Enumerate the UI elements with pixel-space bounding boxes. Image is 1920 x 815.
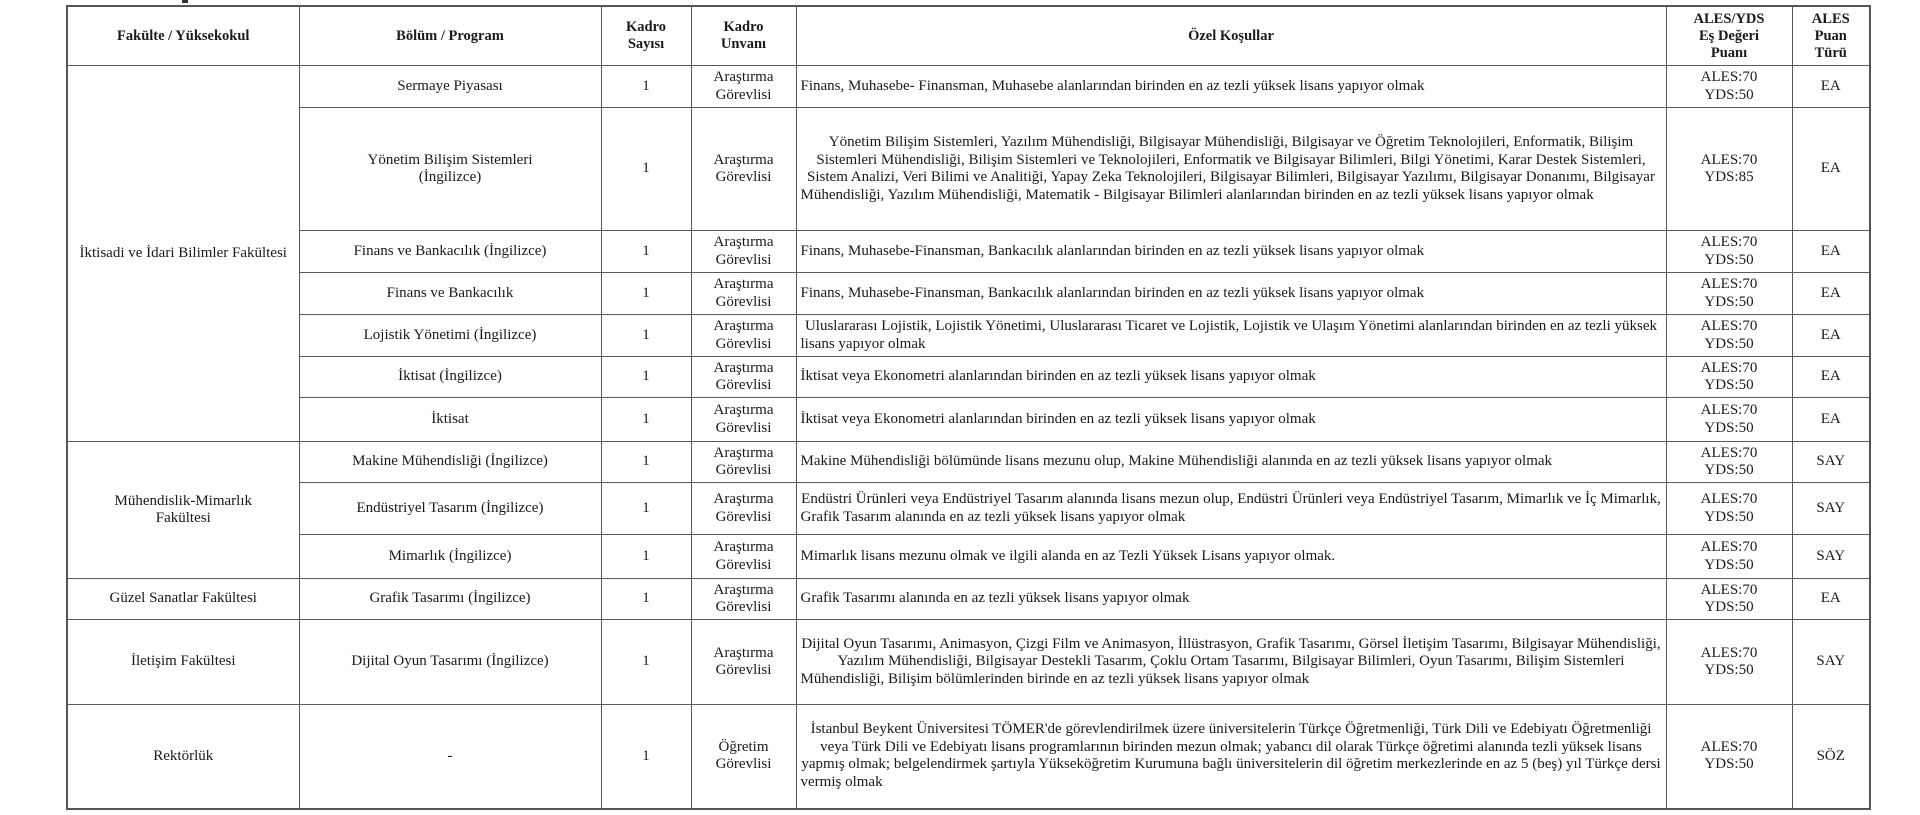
position-title-cell: Araştırma Görevlisi xyxy=(691,108,796,231)
score-type-cell: EA xyxy=(1792,231,1870,273)
program-cell: Makine Mühendisliği (İngilizce) xyxy=(299,442,601,483)
position-title-cell: Araştırma Görevlisi xyxy=(691,535,796,579)
table-header-row xyxy=(67,6,1870,66)
position-title-cell: Araştırma Görevlisi xyxy=(691,231,796,273)
count-cell: 1 xyxy=(601,231,691,273)
faculty-cell: Mühendislik-Mimarlık Fakültesi xyxy=(67,442,299,579)
score-cell: ALES:70 YDS:50 xyxy=(1666,579,1792,620)
count-cell: 1 xyxy=(601,705,691,809)
position-title-cell: Araştırma Görevlisi xyxy=(691,398,796,442)
position-title-cell: Araştırma Görevlisi xyxy=(691,483,796,535)
score-type-cell: EA xyxy=(1792,357,1870,398)
position-title-cell: Araştırma Görevlisi xyxy=(691,66,796,108)
header-score: ALES/YDS Eş Değeri Puanı xyxy=(1666,6,1792,66)
count-cell: 1 xyxy=(601,398,691,442)
count-cell: 1 xyxy=(601,108,691,231)
staff-positions-table xyxy=(66,5,1871,810)
conditions-cell: Grafik Tasarımı alanında en az tezli yüksek lisans yapıyor olmak xyxy=(796,579,1666,620)
score-cell: ALES:70 YDS:50 xyxy=(1666,398,1792,442)
faculty-cell: İktisadi ve İdari Bilimler Fakültesi xyxy=(67,66,299,442)
header-conditions: Özel Koşullar xyxy=(796,6,1666,66)
position-title-cell: Araştırma Görevlisi xyxy=(691,273,796,315)
score-type-cell: SAY xyxy=(1792,620,1870,705)
position-title-cell: Araştırma Görevlisi xyxy=(691,315,796,357)
conditions-cell: Makine Mühendisliği bölümünde lisans mezunu olup, Makine Mühendisliği alanında en az tezli yüksek lisans yapıyor olmak xyxy=(796,442,1666,483)
score-type-cell: EA xyxy=(1792,108,1870,231)
clipped-text-fragment xyxy=(182,0,188,3)
position-title-cell: Araştırma Görevlisi xyxy=(691,620,796,705)
header-count: Kadro Sayısı xyxy=(601,6,691,66)
position-title-cell: Araştırma Görevlisi xyxy=(691,357,796,398)
faculty-cell: İletişim Fakültesi xyxy=(67,620,299,705)
count-cell: 1 xyxy=(601,579,691,620)
score-type-cell: SÖZ xyxy=(1792,705,1870,809)
conditions-cell: Yönetim Bilişim Sistemleri, Yazılım Mühendisliği, Bilgisayar Mühendisliği, Bilgisayar ve Öğretim Teknolojileri, Enformatik, Bilişim Sistemleri Mühendisliği, Bilişim Sistemleri ve Teknolojileri, Enformatik ve Bilgisayar Bilimleri, Bilgi Yönetimi, Karar Destek Sistemleri, Sistem Analizi, Veri Bilimi ve Analitiği, Yapay Zeka Teknolojileri, Bilgisayar Bilimleri, Bilgisayar Yazılımı, Bilgisayar Donanımı, Bilgisayar Mühendisliği, Yazılım Mühendisliği, Matematik - Bilgisayar Bilimleri alanlarından birinden en az tezli yüksek lisans yapıyor olmak xyxy=(796,108,1666,231)
program-cell: Yönetim Bilişim Sistemleri (İngilizce) xyxy=(299,108,601,231)
table-row xyxy=(67,442,1870,483)
conditions-cell: İktisat veya Ekonometri alanlarından birinden en az tezli yüksek lisans yapıyor olmak xyxy=(796,398,1666,442)
score-cell: ALES:70 YDS:50 xyxy=(1666,315,1792,357)
table-row xyxy=(67,579,1870,620)
conditions-cell: Finans, Muhasebe-Finansman, Bankacılık alanlarından birinden en az tezli yüksek lisans yapıyor olmak xyxy=(796,231,1666,273)
position-title-cell: Öğretim Görevlisi xyxy=(691,705,796,809)
table-row xyxy=(67,398,1870,442)
score-cell: ALES:70 YDS:50 xyxy=(1666,357,1792,398)
score-cell: ALES:70 YDS:50 xyxy=(1666,442,1792,483)
header-score-type: ALES Puan Türü xyxy=(1792,6,1870,66)
score-type-cell: EA xyxy=(1792,398,1870,442)
header-program: Bölüm / Program xyxy=(299,6,601,66)
count-cell: 1 xyxy=(601,620,691,705)
conditions-cell: Dijital Oyun Tasarımı, Animasyon, Çizgi Film ve Animasyon, İllüstrasyon, Grafik Tasarımı, Görsel İletişim Tasarımı, Bilgisayar Mühendisliği, Yazılım Mühendisliği, Bilgisayar Destekli Tasarım, Çoklu Ortam Tasarımı, Bilgisayar Bilimleri, Oyun Tasarımı, Bilişim Sistemleri Mühendisliği, Bilişim bölümlerinden birinde en az tezli yüksek lisans yapıyor olmak xyxy=(796,620,1666,705)
program-cell: - xyxy=(299,705,601,809)
score-cell: ALES:70 YDS:50 xyxy=(1666,483,1792,535)
score-cell: ALES:70 YDS:50 xyxy=(1666,231,1792,273)
faculty-cell: Güzel Sanatlar Fakültesi xyxy=(67,579,299,620)
conditions-cell: Finans, Muhasebe- Finansman, Muhasebe alanlarından birinden en az tezli yüksek lisans yapıyor olmak xyxy=(796,66,1666,108)
position-title-cell: Araştırma Görevlisi xyxy=(691,579,796,620)
count-cell: 1 xyxy=(601,535,691,579)
program-cell: Sermaye Piyasası xyxy=(299,66,601,108)
table-row xyxy=(67,315,1870,357)
table-row xyxy=(67,231,1870,273)
score-type-cell: EA xyxy=(1792,273,1870,315)
table-row xyxy=(67,108,1870,231)
count-cell: 1 xyxy=(601,315,691,357)
program-cell: Dijital Oyun Tasarımı (İngilizce) xyxy=(299,620,601,705)
table-row xyxy=(67,66,1870,108)
score-cell: ALES:70 YDS:50 xyxy=(1666,535,1792,579)
table-row xyxy=(67,620,1870,705)
score-type-cell: SAY xyxy=(1792,483,1870,535)
count-cell: 1 xyxy=(601,66,691,108)
count-cell: 1 xyxy=(601,357,691,398)
count-cell: 1 xyxy=(601,273,691,315)
score-type-cell: EA xyxy=(1792,315,1870,357)
table-row xyxy=(67,273,1870,315)
program-cell: Lojistik Yönetimi (İngilizce) xyxy=(299,315,601,357)
score-cell: ALES:70 YDS:50 xyxy=(1666,620,1792,705)
position-title-cell: Araştırma Görevlisi xyxy=(691,442,796,483)
program-cell: İktisat xyxy=(299,398,601,442)
score-type-cell: EA xyxy=(1792,579,1870,620)
table-row xyxy=(67,357,1870,398)
score-type-cell: EA xyxy=(1792,66,1870,108)
conditions-cell: Uluslararası Lojistik, Lojistik Yönetimi, Uluslararası Ticaret ve Lojistik, Lojistik ve Ulaşım Yönetimi alanlarından birinden en az tezli yüksek lisans yapıyor olmak xyxy=(796,315,1666,357)
conditions-cell: İktisat veya Ekonometri alanlarından birinden en az tezli yüksek lisans yapıyor olmak xyxy=(796,357,1666,398)
header-title: Kadro Unvanı xyxy=(691,6,796,66)
conditions-cell: Finans, Muhasebe-Finansman, Bankacılık alanlarından birinden en az tezli yüksek lisans yapıyor olmak xyxy=(796,273,1666,315)
header-faculty: Fakülte / Yüksekokul xyxy=(67,6,299,66)
program-cell: İktisat (İngilizce) xyxy=(299,357,601,398)
program-cell: Finans ve Bankacılık (İngilizce) xyxy=(299,231,601,273)
program-cell: Finans ve Bankacılık xyxy=(299,273,601,315)
count-cell: 1 xyxy=(601,442,691,483)
score-cell: ALES:70 YDS:85 xyxy=(1666,108,1792,231)
score-type-cell: SAY xyxy=(1792,535,1870,579)
score-type-cell: SAY xyxy=(1792,442,1870,483)
conditions-cell: Endüstri Ürünleri veya Endüstriyel Tasarım alanında lisans mezun olup, Endüstri Ürünleri veya Endüstriyel Tasarım, Mimarlık ve İç Mimarlık, Grafik Tasarım alanında en az tezli yüksek lisans yapıyor olmak xyxy=(796,483,1666,535)
program-cell: Endüstriyel Tasarım (İngilizce) xyxy=(299,483,601,535)
table-row xyxy=(67,705,1870,809)
table-row xyxy=(67,483,1870,535)
score-cell: ALES:70 YDS:50 xyxy=(1666,273,1792,315)
score-cell: ALES:70 YDS:50 xyxy=(1666,705,1792,809)
program-cell: Mimarlık (İngilizce) xyxy=(299,535,601,579)
count-cell: 1 xyxy=(601,483,691,535)
table-row xyxy=(67,535,1870,579)
conditions-cell: İstanbul Beykent Üniversitesi TÖMER'de görevlendirilmek üzere üniversitelerin Türkçe Öğretmenliği, Türk Dili ve Edebiyatı Öğretmenliği veya Türk Dili ve Edebiyatı lisans programlarının birinden mezun olmak; yabancı dil olarak Türkçe öğretimi alanında tezli yüksek lisans yapmış olmak; belgelendirmek şartıyla Yükseköğretim Kurumuna bağlı üniversitelerin dil öğretim merkezlerinde en az 5 (beş) yıl Türkçe dersi vermiş olmak xyxy=(796,705,1666,809)
score-cell: ALES:70 YDS:50 xyxy=(1666,66,1792,108)
program-cell: Grafik Tasarımı (İngilizce) xyxy=(299,579,601,620)
faculty-cell: Rektörlük xyxy=(67,705,299,809)
conditions-cell: Mimarlık lisans mezunu olmak ve ilgili alanda en az Tezli Yüksek Lisans yapıyor olmak. xyxy=(796,535,1666,579)
